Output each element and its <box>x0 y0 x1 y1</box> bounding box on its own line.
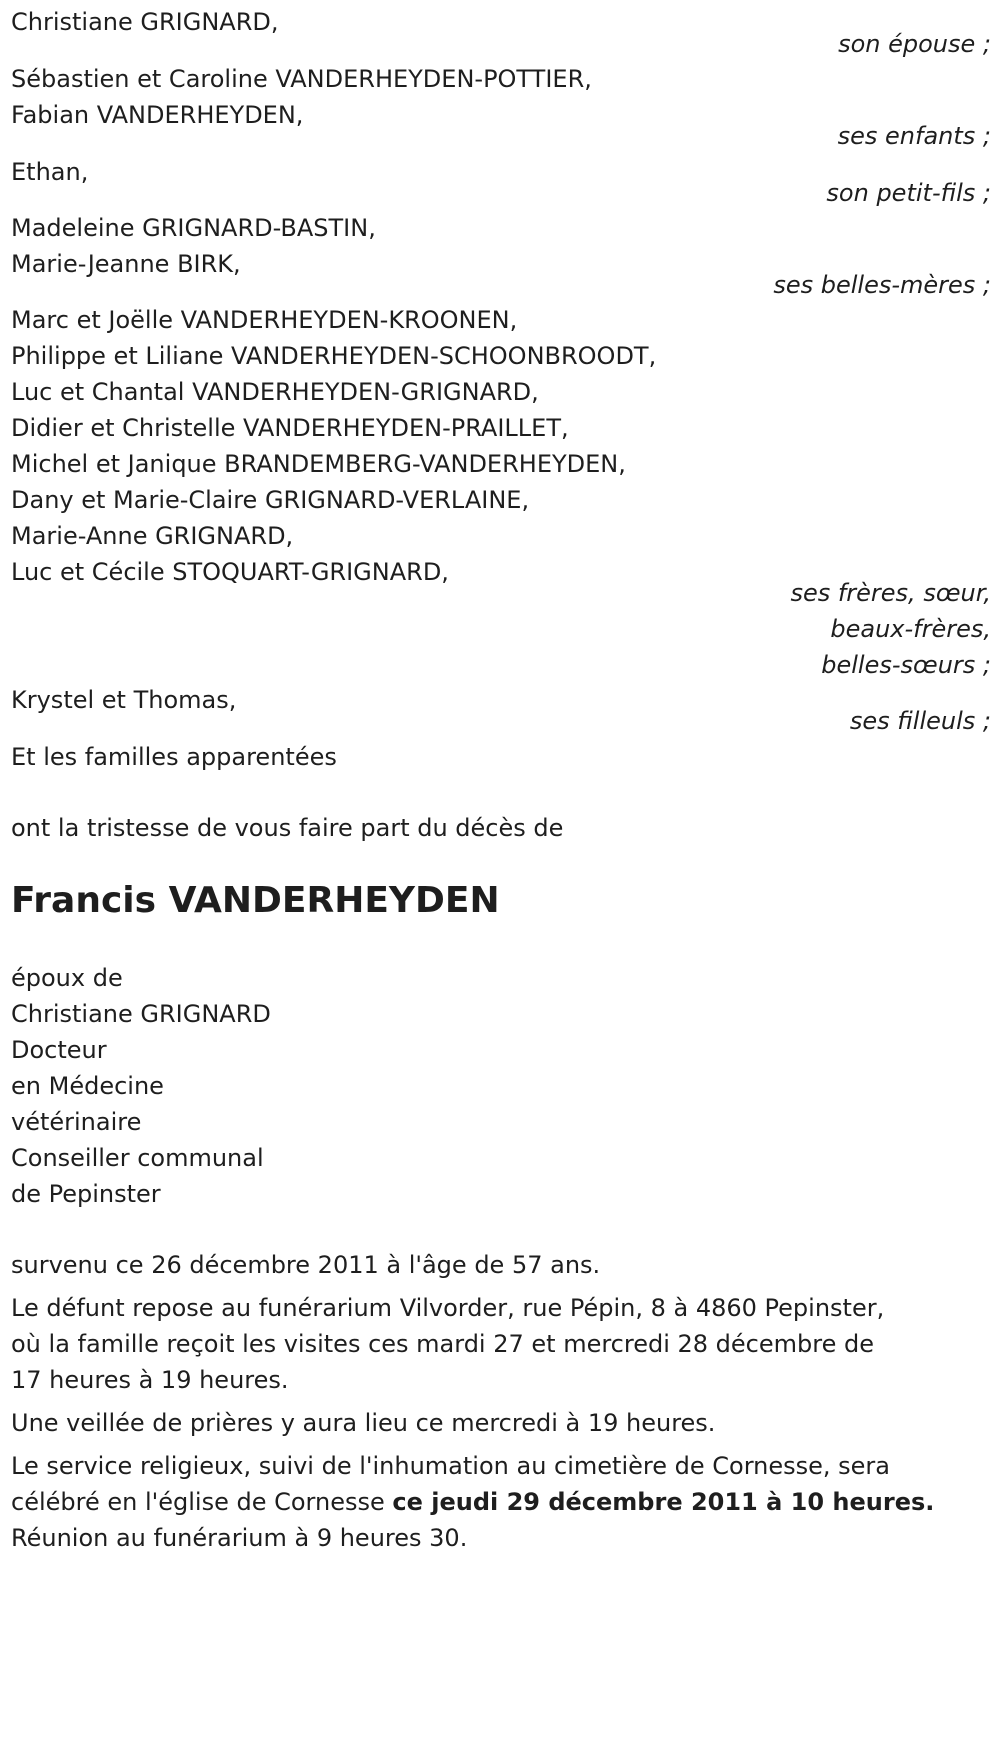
spouse-role: son épouse ; <box>838 30 991 58</box>
siblings-role-line: beaux-frères, <box>830 615 991 643</box>
sibling-name: Luc et Cécile STOQUART-GRIGNARD, <box>11 558 449 586</box>
sibling-name: Philippe et Liliane VANDERHEYDEN-SCHOONBROODT, <box>11 342 657 370</box>
visitation-line: 17 heures à 19 heures. <box>11 1366 289 1394</box>
description-line: de Pepinster <box>11 1180 161 1208</box>
children-role: ses enfants ; <box>837 122 991 150</box>
service-location: célébré en l'église de Cornesse <box>11 1488 393 1516</box>
sibling-name: Didier et Christelle VANDERHEYDEN-PRAILLET, <box>11 414 569 442</box>
visitation-line: Le défunt repose au funérarium Vilvorder, rue Pépin, 8 à 4860 Pepinster, <box>11 1294 885 1322</box>
mothers-in-law-role: ses belles-mères ; <box>773 271 991 299</box>
vigil-info: Une veillée de prières y aura lieu ce mercredi à 19 heures. <box>11 1409 716 1437</box>
visitation-line: où la famille reçoit les visites ces mardi 27 et mercredi 28 décembre de <box>11 1330 874 1358</box>
grandchild-name: Ethan, <box>11 158 89 186</box>
sibling-name: Michel et Janique BRANDEMBERG-VANDERHEYDEN, <box>11 450 626 478</box>
sibling-name: Luc et Chantal VANDERHEYDEN-GRIGNARD, <box>11 378 539 406</box>
description-line: Christiane GRIGNARD <box>11 1000 271 1028</box>
description-line: vétérinaire <box>11 1108 142 1136</box>
description-line: Docteur <box>11 1036 107 1064</box>
mother-in-law-name: Marie-Jeanne BIRK, <box>11 250 241 278</box>
sibling-name: Dany et Marie-Claire GRIGNARD-VERLAINE, <box>11 486 530 514</box>
service-line <box>11 1482 934 1522</box>
child-name: Sébastien et Caroline VANDERHEYDEN-POTTIER, <box>11 65 592 93</box>
child-name: Fabian VANDERHEYDEN, <box>11 101 304 129</box>
service-line: Le service religieux, suivi de l'inhumation au cimetière de Cornesse, sera <box>11 1452 890 1480</box>
sibling-name: Marie-Anne GRIGNARD, <box>11 522 294 550</box>
mother-in-law-name: Madeleine GRIGNARD-BASTIN, <box>11 214 376 242</box>
related-families: Et les familles apparentées <box>11 743 337 771</box>
spouse-name: Christiane GRIGNARD, <box>11 8 279 36</box>
description-line: Conseiller communal <box>11 1144 264 1172</box>
service-datetime: ce jeudi 29 décembre 2011 à 10 heures. <box>392 1488 935 1516</box>
announcement-text: ont la tristesse de vous faire part du décès de <box>11 814 564 842</box>
sibling-name: Marc et Joëlle VANDERHEYDEN-KROONEN, <box>11 306 518 334</box>
godchildren-role: ses filleuls ; <box>849 707 991 735</box>
deceased-name: Francis VANDERHEYDEN <box>11 880 500 921</box>
death-info: survenu ce 26 décembre 2011 à l'âge de 57 ans. <box>11 1251 601 1279</box>
siblings-role-line: ses frères, sœur, <box>790 579 991 607</box>
service-line: Réunion au funérarium à 9 heures 30. <box>11 1524 468 1552</box>
godchildren-name: Krystel et Thomas, <box>11 686 237 714</box>
description-line: en Médecine <box>11 1072 164 1100</box>
siblings-role-line: belles-sœurs ; <box>821 651 991 679</box>
description-line: époux de <box>11 964 123 992</box>
grandchild-role: son petit-fils ; <box>826 179 991 207</box>
